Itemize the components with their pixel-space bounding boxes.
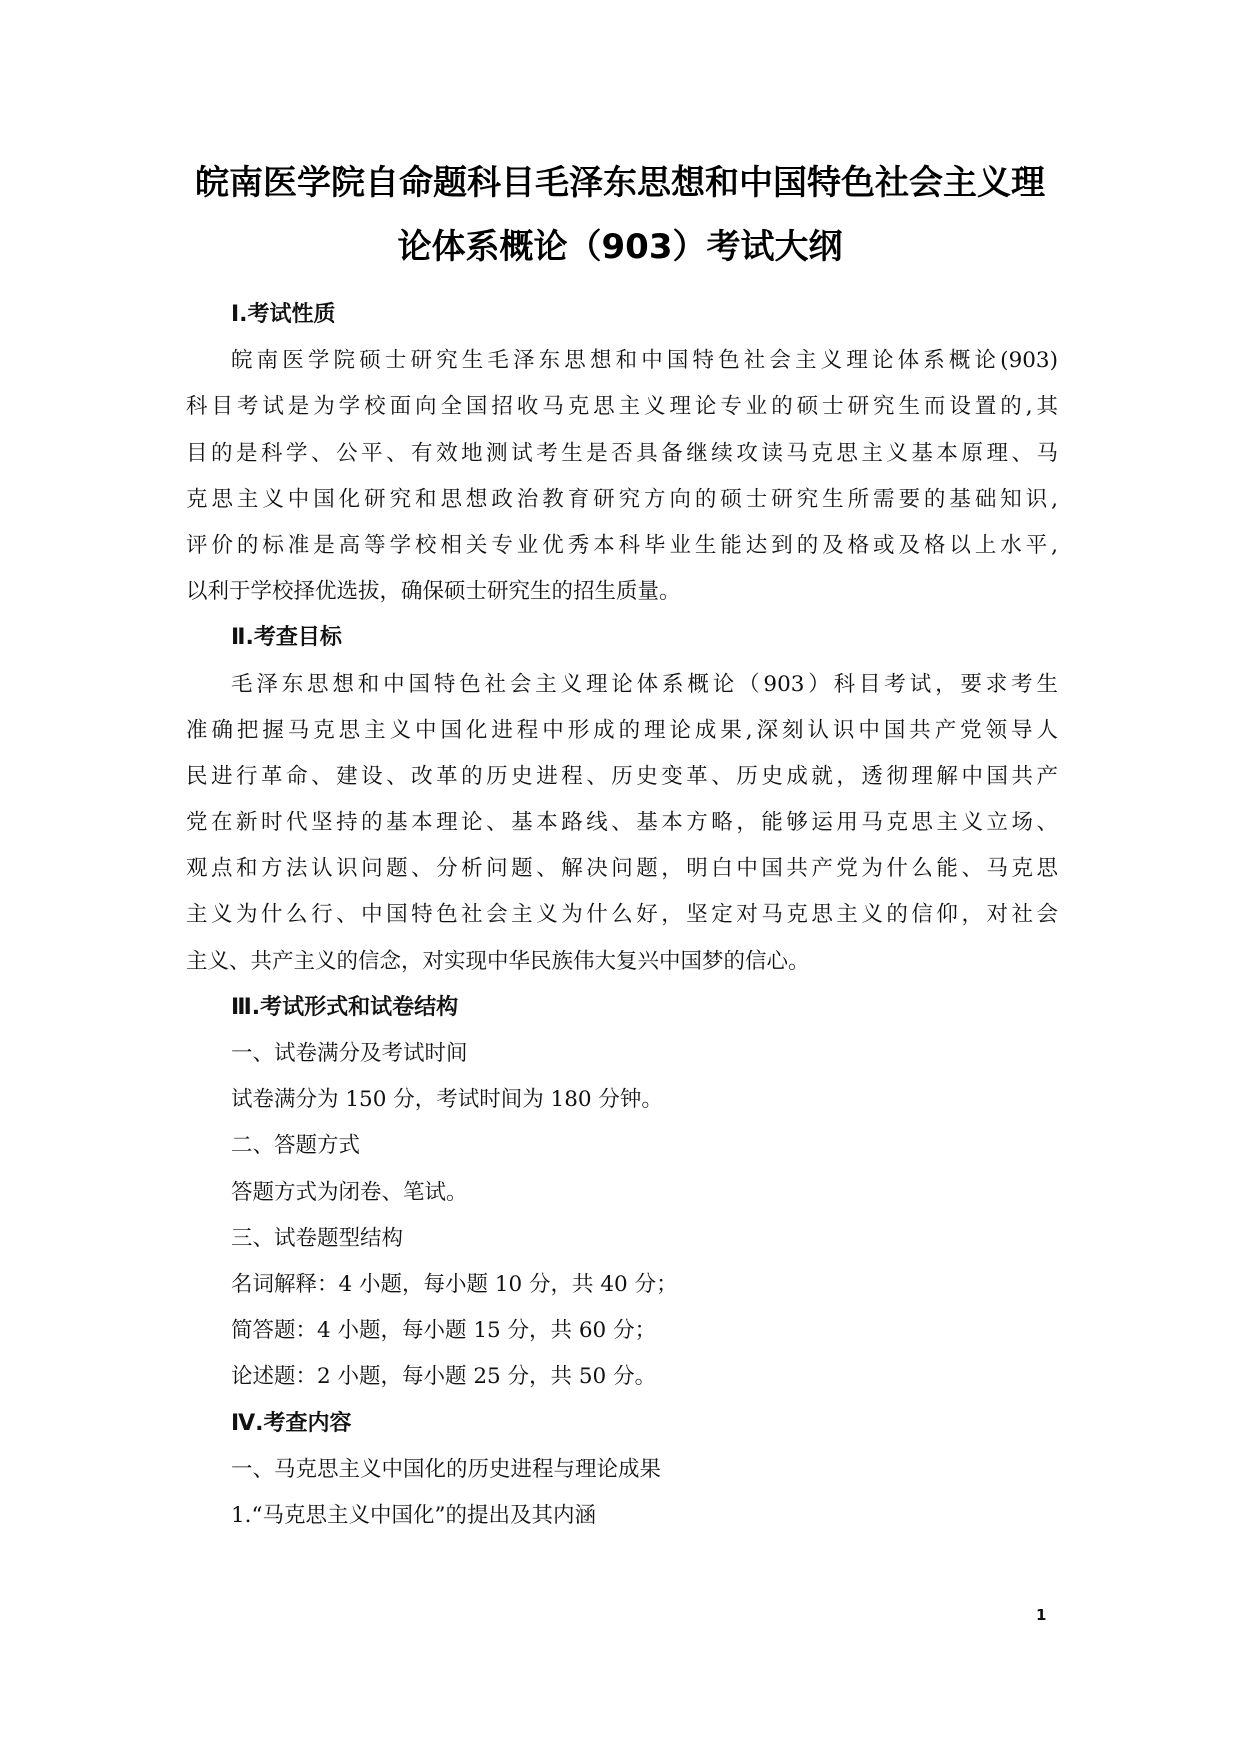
document-body: [186, 292, 1058, 1539]
section-heading-exam-nature: Ⅰ.考试性质: [231, 302, 336, 327]
section-heading-exam-format: Ⅲ.考试形式和试卷结构: [231, 994, 459, 1020]
page-number: 1: [1036, 1606, 1047, 1624]
list-item: 1.“马克思主义中国化”的提出及其内涵: [231, 1502, 596, 1528]
document-title-line-2: 论体系概论（903）考试大纲: [397, 227, 843, 267]
paragraph-line: 观点和方法认识问题、分析问题、解决问题，明白中国共产党为什么能、马克思: [186, 856, 1058, 882]
paragraph-line: 党在新时代坚持的基本理论、基本路线、基本方略，能够运用马克思主义立场、: [186, 810, 1058, 836]
paragraph-line: 皖南医学院硕士研究生毛泽东思想和中国特色社会主义理论体系概论(903): [231, 348, 1058, 374]
document-title-line-1: 皖南医学院自命题科目毛泽东思想和中国特色社会主义理: [195, 163, 1045, 203]
paragraph-line: 主义为什么行、中国特色社会主义为什么好，坚定对马克思主义的信仰，对社会: [186, 902, 1058, 928]
subsection-heading: 一、试卷满分及考试时间: [231, 1041, 468, 1066]
list-item: 简答题：4 小题，每小题 15 分，共 60 分；: [231, 1318, 657, 1344]
section-heading-exam-content: Ⅳ.考查内容: [231, 1410, 352, 1436]
list-item: 名词解释：4 小题，每小题 10 分，共 40 分；: [231, 1271, 678, 1297]
paragraph-line: 主义、共产主义的信念，对实现中华民族伟大复兴中国梦的信心。: [186, 948, 810, 974]
paragraph-line: 评价的标准是高等学校相关专业优秀本科毕业生能达到的及格或及格以上水平,: [186, 532, 1058, 558]
list-item: 答题方式为闭卷、笔试。: [231, 1179, 468, 1205]
section-heading-exam-objectives: Ⅱ.考查目标: [231, 625, 342, 651]
paragraph-line: 目的是科学、公平、有效地测试考生是否具备继续攻读马克思主义基本原理、马: [186, 440, 1058, 466]
list-item: 论述题：2 小题，每小题 25 分，共 50 分。: [231, 1364, 657, 1390]
paragraph-line: 以利于学校择优选拔，确保硕士研究生的招生质量。: [186, 579, 681, 605]
subsection-heading: 三、试卷题型结构: [231, 1225, 404, 1251]
paragraph-line: 毛泽东思想和中国特色社会主义理论体系概论（903）科目考试，要求考生: [231, 671, 1058, 697]
paragraph-line: 准确把握马克思主义中国化进程中形成的理论成果,深刻认识中国共产党领导人: [186, 717, 1058, 743]
subsection-heading: 二、答题方式: [231, 1133, 361, 1159]
subsection-heading: 一、马克思主义中国化的历史进程与理论成果: [231, 1456, 662, 1482]
list-item: 试卷满分为 150 分，考试时间为 180 分钟。: [231, 1087, 663, 1113]
paragraph-line: 克思主义中国化研究和思想政治教育研究方向的硕士研究生所需要的基础知识,: [186, 486, 1058, 512]
paragraph-line: 民进行革命、建设、改革的历史进程、历史变革、历史成就，透彻理解中国共产: [186, 763, 1058, 789]
paragraph-line: 科目考试是为学校面向全国招收马克思主义理论专业的硕士研究生而设置的,其: [186, 394, 1058, 420]
